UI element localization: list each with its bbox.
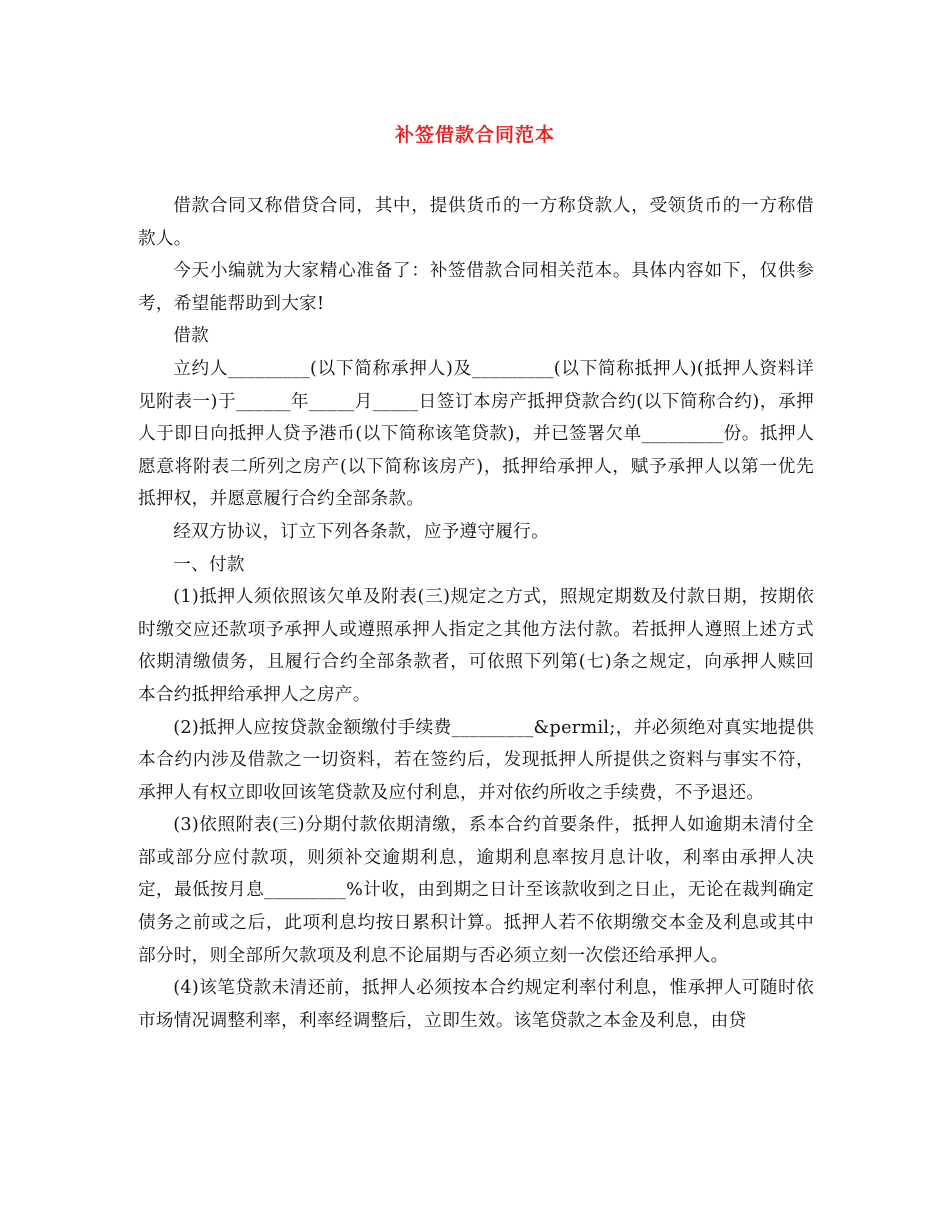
document-body <box>138 190 814 1037</box>
paragraph: 今天小编就为大家精心准备了：补签借款合同相关范本。具体内容如下，仅供参考，希望能帮助到大家! <box>138 261 814 314</box>
paragraph: (2)抵押人应按贷款金额缴付手续费_________&permil;，并必须绝对真实地提供本合约内涉及借款之一切资料，若在签约后，发现抵押人所提供之资料与事实不符，承押人有权立即收回该笔贷款及应付利息，并对依约所收之手续费，不予退还。 <box>138 717 814 803</box>
paragraph: (3)依照附表(三)分期付款依期清缴，系本合约首要条件，抵押人如逾期未清付全部或部分应付款项，则须补交逾期利息，逾期利息率按月息计收，利率由承押人决定，最低按月息_________%计收，由到期之日计至该款收到之日止，无论在裁判确定债务之前或之后，此项利息均按日累积计算。抵押人若不依期缴交本金及利息或其中部分时，则全部所欠款项及利息不论届期与否必须立刻一次偿还给承押人。 <box>138 815 814 966</box>
section-heading: 一、付款 <box>173 554 245 575</box>
paragraph: 借款 <box>173 326 209 347</box>
paragraph: 立约人_________(以下简称承押人)及_________(以下简称抵押人)(抵押人资料详见附表一)于______年_____月_____日签订本房产抵押贷款合约(以下简称合约)，承押人于即日向抵押人贷予港币(以下简称该笔贷款)，并已签署欠单_________份。抵押人愿意将附表二所列之房产(以下简称该房产)，抵押给承押人，赋予承押人以第一优先抵押权，并愿意履行合约全部条款。 <box>138 358 814 510</box>
paragraph: (4)该笔贷款未清还前，抵押人必须按本合约规定利率付利息，惟承押人可随时依市场情况调整利率，利率经调整后，立即生效。该笔贷款之本金及利息，由贷 <box>138 978 814 1031</box>
document-title: 补签借款合同范本 <box>394 124 555 146</box>
paragraph: 借款合同又称借贷合同，其中，提供货币的一方称贷款人，受领货币的一方称借款人。 <box>138 196 814 249</box>
paragraph: 经双方协议，订立下列各条款，应予遵守履行。 <box>173 521 549 542</box>
paragraph: (1)抵押人须依照该欠单及附表(三)规定之方式，照规定期数及付款日期，按期依时缴交应还款项予承押人或遵照承押人指定之其他方法付款。若抵押人遵照上述方式依期清缴债务，且履行合约全部条款者，可依照下列第(七)条之规定，向承押人赎回本合约抵押给承押人之房产。 <box>138 587 814 705</box>
